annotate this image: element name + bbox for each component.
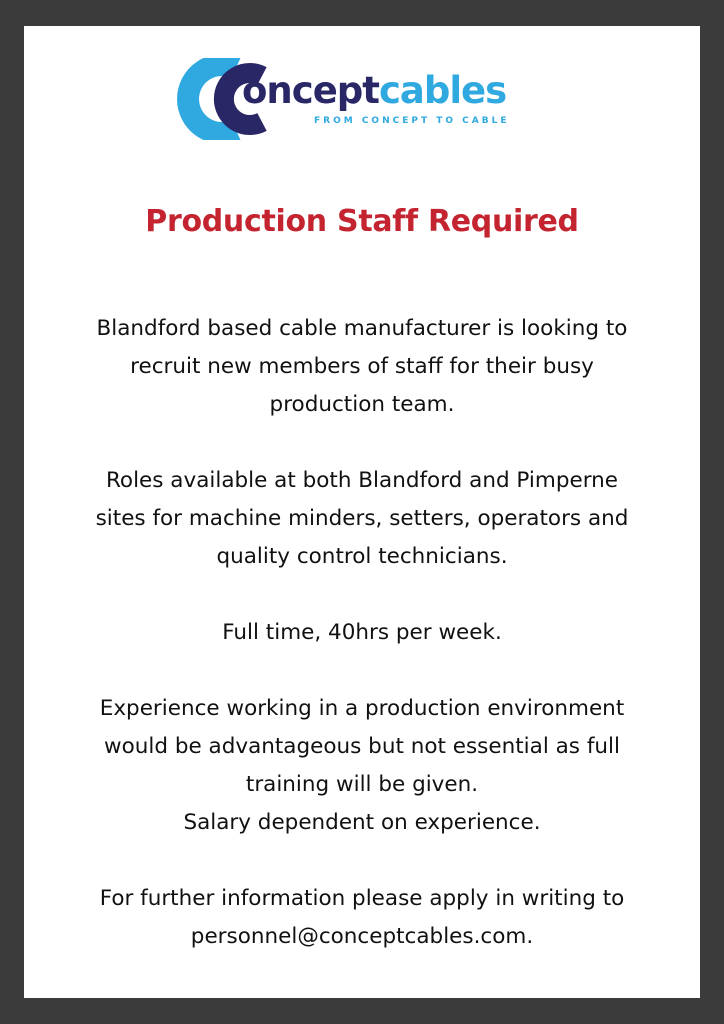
- text-line: Roles available at both Blandford and Pimperne: [105, 468, 619, 493]
- page-title: Production Staff Required: [145, 204, 579, 239]
- paragraph-intro: [54, 310, 670, 424]
- text-line: recruit new members of staff for their busy: [130, 354, 594, 379]
- contact-email: personnel@conceptcables.com.: [190, 924, 534, 949]
- logo-word-cables: cables: [378, 69, 507, 112]
- paragraph-experience: [54, 690, 670, 842]
- company-logo: [174, 58, 554, 140]
- text-line: Salary dependent on experience.: [183, 810, 541, 835]
- text-line: production team.: [269, 392, 455, 417]
- logo-wordmark: [242, 69, 507, 112]
- text-line: training will be given.: [245, 772, 479, 797]
- job-description: [54, 310, 670, 956]
- paragraph-roles: [54, 462, 670, 576]
- poster-page: [24, 26, 700, 998]
- text-line: For further information please apply in writing to: [99, 886, 625, 911]
- text-line: quality control technicians.: [216, 544, 508, 569]
- text-line: Blandford based cable manufacturer is looking to: [96, 316, 628, 341]
- logo-tagline: FROM CONCEPT TO CABLE: [314, 116, 510, 126]
- text-line: Full time, 40hrs per week.: [222, 620, 502, 645]
- paragraph-contact: [54, 880, 670, 956]
- text-line: sites for machine minders, setters, operators and: [95, 506, 629, 531]
- logo-word-concept: oncept: [242, 69, 379, 112]
- text-line: Experience working in a production environment: [99, 696, 625, 721]
- paragraph-hours: [54, 614, 670, 652]
- text-line: would be advantageous but not essential as full: [104, 734, 620, 759]
